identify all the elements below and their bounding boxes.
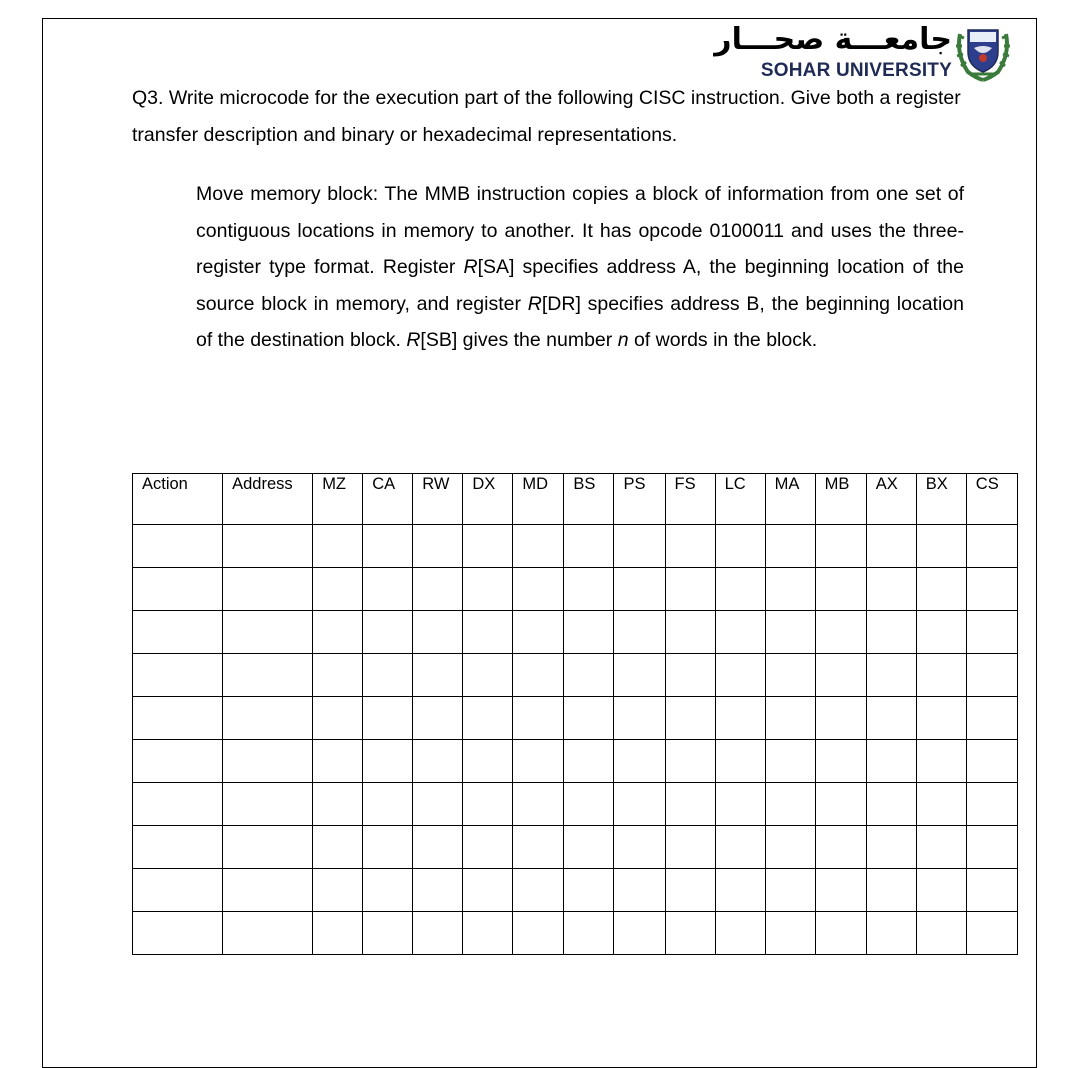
table-cell-lc[interactable] — [715, 912, 765, 955]
column-header-ma: MA — [765, 474, 815, 525]
table-cell-rw[interactable] — [413, 869, 463, 912]
table-cell-ax[interactable] — [866, 740, 916, 783]
table-row — [133, 568, 1018, 611]
table-cell-action[interactable] — [133, 697, 223, 740]
table-cell-dx[interactable] — [463, 697, 513, 740]
table-cell-ma[interactable] — [765, 740, 815, 783]
description-part-4: [SB] gives the number — [420, 329, 618, 351]
table-cell-bs[interactable] — [564, 611, 614, 654]
table-cell-cs[interactable] — [966, 525, 1017, 568]
table-cell-rw[interactable] — [413, 826, 463, 869]
table-cell-address[interactable] — [223, 740, 313, 783]
table-cell-ma[interactable] — [765, 568, 815, 611]
register-symbol-dr: R — [527, 292, 542, 315]
table-cell-bx[interactable] — [916, 826, 966, 869]
table-cell-fs[interactable] — [665, 568, 715, 611]
table-cell-lc[interactable] — [715, 783, 765, 826]
table-cell-md[interactable] — [513, 826, 564, 869]
table-cell-ma[interactable] — [765, 697, 815, 740]
table-cell-address[interactable] — [223, 783, 313, 826]
table-cell-action[interactable] — [133, 654, 223, 697]
table-cell-dx[interactable] — [463, 654, 513, 697]
table-cell-mb[interactable] — [815, 740, 866, 783]
question-text: Q3. Write microcode for the execution part of the following CISC instruction. Give both a register transfer description and binary or hexadecimal representations. — [132, 87, 961, 146]
table-cell-ps[interactable] — [614, 697, 665, 740]
table-cell-md[interactable] — [513, 740, 564, 783]
table-row — [133, 783, 1018, 826]
table-cell-mz[interactable] — [313, 826, 363, 869]
table-cell-ps[interactable] — [614, 654, 665, 697]
table-cell-fs[interactable] — [665, 697, 715, 740]
table-row — [133, 869, 1018, 912]
table-row — [133, 697, 1018, 740]
table-cell-action[interactable] — [133, 740, 223, 783]
table-cell-ps[interactable] — [614, 912, 665, 955]
table-cell-rw[interactable] — [413, 912, 463, 955]
description-part-2: [SA] specifies address A, the beginning location of the source block in memory, and register — [196, 256, 964, 315]
table-cell-mb[interactable] — [815, 697, 866, 740]
column-header-rw: RW — [413, 474, 463, 525]
column-header-mb: MB — [815, 474, 866, 525]
microcode-table — [132, 473, 1018, 955]
table-cell-ca[interactable] — [363, 826, 413, 869]
description-part-3: [DR] specifies address B, the beginning location of the destination block. — [196, 292, 965, 351]
table-cell-ma[interactable] — [765, 783, 815, 826]
column-header-md: MD — [513, 474, 564, 525]
column-header-address: Address — [223, 474, 313, 525]
table-cell-md[interactable] — [513, 568, 564, 611]
table-cell-rw[interactable] — [413, 611, 463, 654]
table-cell-md[interactable] — [513, 654, 564, 697]
table-cell-mz[interactable] — [313, 869, 363, 912]
table-cell-bs[interactable] — [564, 568, 614, 611]
table-cell-fs[interactable] — [665, 611, 715, 654]
table-cell-ma[interactable] — [765, 525, 815, 568]
table-cell-cs[interactable] — [966, 912, 1017, 955]
column-header-lc: LC — [715, 474, 765, 525]
table-cell-dx[interactable] — [463, 611, 513, 654]
table-cell-rw[interactable] — [413, 525, 463, 568]
table-cell-mz[interactable] — [313, 611, 363, 654]
column-header-fs: FS — [665, 474, 715, 525]
table-cell-lc[interactable] — [715, 654, 765, 697]
table-cell-bx[interactable] — [916, 869, 966, 912]
table-cell-ax[interactable] — [866, 611, 916, 654]
table-cell-ca[interactable] — [363, 740, 413, 783]
table-cell-dx[interactable] — [463, 783, 513, 826]
table-cell-mb[interactable] — [815, 525, 866, 568]
table-cell-address[interactable] — [223, 697, 313, 740]
column-header-dx: DX — [463, 474, 513, 525]
table-row — [133, 912, 1018, 955]
table-cell-bs[interactable] — [564, 869, 614, 912]
register-symbol-sa: R — [463, 256, 478, 278]
table-cell-ax[interactable] — [866, 869, 916, 912]
table-cell-ps[interactable] — [614, 611, 665, 654]
table-cell-fs[interactable] — [665, 783, 715, 826]
table-cell-fs[interactable] — [665, 869, 715, 912]
table-cell-mz[interactable] — [313, 568, 363, 611]
table-row — [133, 525, 1018, 568]
table-cell-ma[interactable] — [765, 826, 815, 869]
table-cell-action[interactable] — [133, 525, 223, 568]
table-cell-cs[interactable] — [966, 826, 1017, 869]
table-cell-ax[interactable] — [866, 912, 916, 955]
table-cell-ca[interactable] — [363, 912, 413, 955]
table-cell-mb[interactable] — [815, 783, 866, 826]
table-cell-mb[interactable] — [815, 869, 866, 912]
table-cell-bs[interactable] — [564, 654, 614, 697]
table-row — [133, 826, 1018, 869]
table-cell-mb[interactable] — [815, 654, 866, 697]
table-cell-cs[interactable] — [966, 697, 1017, 740]
table-cell-address[interactable] — [223, 568, 313, 611]
table-cell-mz[interactable] — [313, 525, 363, 568]
table-cell-bx[interactable] — [916, 611, 966, 654]
table-cell-bs[interactable] — [564, 826, 614, 869]
table-cell-ax[interactable] — [866, 697, 916, 740]
university-emblem-icon — [954, 22, 1012, 82]
description-part-1: Move memory block: The MMB instruction copies a block of information from one set of contiguous locations in memory to another. It has opcode 0100011 and uses the three-register type format. Register — [196, 183, 964, 278]
table-cell-dx[interactable] — [463, 568, 513, 611]
table-cell-mz[interactable] — [313, 654, 363, 697]
table-cell-address[interactable] — [223, 654, 313, 697]
table-cell-ax[interactable] — [866, 783, 916, 826]
table-cell-bs[interactable] — [564, 740, 614, 783]
table-cell-bx[interactable] — [916, 740, 966, 783]
logo-english-text: SOHAR UNIVERSITY — [760, 60, 952, 81]
table-cell-bs[interactable] — [564, 783, 614, 826]
table-cell-action[interactable] — [133, 611, 223, 654]
table-cell-ma[interactable] — [765, 912, 815, 955]
table-cell-ax[interactable] — [866, 654, 916, 697]
table-cell-mb[interactable] — [815, 611, 866, 654]
table-cell-dx[interactable] — [463, 826, 513, 869]
register-symbol-sb: R — [406, 329, 421, 351]
table-cell-mb[interactable] — [815, 826, 866, 869]
table-cell-md[interactable] — [513, 869, 564, 912]
table-cell-mb[interactable] — [815, 912, 866, 955]
table-cell-lc[interactable] — [715, 740, 765, 783]
table-cell-ca[interactable] — [363, 654, 413, 697]
table-cell-cs[interactable] — [966, 611, 1017, 654]
table-cell-fs[interactable] — [665, 654, 715, 697]
table-cell-ps[interactable] — [614, 568, 665, 611]
table-cell-fs[interactable] — [665, 740, 715, 783]
table-cell-lc[interactable] — [715, 568, 765, 611]
table-cell-rw[interactable] — [413, 568, 463, 611]
table-cell-lc[interactable] — [715, 869, 765, 912]
table-cell-cs[interactable] — [966, 740, 1017, 783]
table-cell-ps[interactable] — [614, 525, 665, 568]
table-cell-rw[interactable] — [413, 654, 463, 697]
description-part-5: of words in the block. — [628, 329, 818, 351]
table-cell-ma[interactable] — [765, 654, 815, 697]
table-cell-mz[interactable] — [313, 697, 363, 740]
table-cell-ax[interactable] — [866, 568, 916, 611]
table-cell-cs[interactable] — [966, 869, 1017, 912]
table-cell-cs[interactable] — [966, 654, 1017, 697]
table-cell-ma[interactable] — [765, 611, 815, 654]
table-cell-ma[interactable] — [765, 869, 815, 912]
table-cell-mz[interactable] — [313, 783, 363, 826]
table-cell-address[interactable] — [223, 826, 313, 869]
table-cell-dx[interactable] — [463, 740, 513, 783]
table-row — [133, 611, 1018, 654]
table-cell-ax[interactable] — [866, 826, 916, 869]
table-cell-fs[interactable] — [665, 525, 715, 568]
table-cell-lc[interactable] — [715, 826, 765, 869]
column-header-cs: CS — [966, 474, 1017, 525]
table-cell-cs[interactable] — [966, 783, 1017, 826]
table-cell-rw[interactable] — [413, 740, 463, 783]
table-cell-ps[interactable] — [614, 869, 665, 912]
table-cell-dx[interactable] — [463, 525, 513, 568]
table-cell-ca[interactable] — [363, 568, 413, 611]
table-cell-bx[interactable] — [916, 525, 966, 568]
column-header-ps: PS — [614, 474, 665, 525]
table-cell-action[interactable] — [133, 783, 223, 826]
table-cell-bs[interactable] — [564, 697, 614, 740]
table-cell-md[interactable] — [513, 697, 564, 740]
table-cell-mb[interactable] — [815, 568, 866, 611]
table-header-row — [133, 474, 1018, 525]
column-header-mz: MZ — [313, 474, 363, 525]
table-row — [133, 740, 1018, 783]
table-cell-md[interactable] — [513, 525, 564, 568]
table-cell-address[interactable] — [223, 525, 313, 568]
table-cell-bx[interactable] — [916, 912, 966, 955]
table-cell-fs[interactable] — [665, 826, 715, 869]
table-cell-mz[interactable] — [313, 912, 363, 955]
table-cell-dx[interactable] — [463, 912, 513, 955]
table-cell-action[interactable] — [133, 826, 223, 869]
table-cell-bs[interactable] — [564, 912, 614, 955]
table-cell-ca[interactable] — [363, 525, 413, 568]
table-cell-lc[interactable] — [715, 611, 765, 654]
table-cell-ps[interactable] — [614, 740, 665, 783]
table-cell-address[interactable] — [223, 611, 313, 654]
table-cell-ca[interactable] — [363, 783, 413, 826]
table-cell-ca[interactable] — [363, 611, 413, 654]
table-cell-bx[interactable] — [916, 568, 966, 611]
table-cell-ps[interactable] — [614, 826, 665, 869]
table-cell-action[interactable] — [133, 869, 223, 912]
table-cell-md[interactable] — [513, 611, 564, 654]
column-header-bx: BX — [916, 474, 966, 525]
word-count-symbol: n — [617, 329, 629, 351]
table-cell-action[interactable] — [133, 912, 223, 955]
table-cell-bx[interactable] — [916, 783, 966, 826]
table-cell-address[interactable] — [223, 912, 313, 955]
table-cell-rw[interactable] — [413, 697, 463, 740]
column-header-ax: AX — [866, 474, 916, 525]
table-cell-dx[interactable] — [463, 869, 513, 912]
university-logo — [714, 20, 1014, 82]
table-cell-address[interactable] — [223, 869, 313, 912]
column-header-bs: BS — [564, 474, 614, 525]
table-cell-lc[interactable] — [715, 525, 765, 568]
table-cell-md[interactable] — [513, 912, 564, 955]
table-cell-action[interactable] — [133, 568, 223, 611]
instruction-description — [196, 176, 964, 359]
table-cell-rw[interactable] — [413, 783, 463, 826]
table-cell-ca[interactable] — [363, 697, 413, 740]
table-row — [133, 654, 1018, 697]
table-cell-fs[interactable] — [665, 912, 715, 955]
table-cell-cs[interactable] — [966, 568, 1017, 611]
column-header-action: Action — [133, 474, 223, 525]
table-cell-ca[interactable] — [363, 869, 413, 912]
table-cell-mz[interactable] — [313, 740, 363, 783]
table-cell-lc[interactable] — [715, 697, 765, 740]
table-cell-ps[interactable] — [614, 783, 665, 826]
table-cell-bx[interactable] — [916, 697, 966, 740]
logo-arabic-text: جامعـــة صحـــار — [714, 22, 952, 57]
table-cell-bs[interactable] — [564, 525, 614, 568]
table-cell-md[interactable] — [513, 783, 564, 826]
column-header-ca: CA — [363, 474, 413, 525]
table-cell-ax[interactable] — [866, 525, 916, 568]
table-cell-bx[interactable] — [916, 654, 966, 697]
